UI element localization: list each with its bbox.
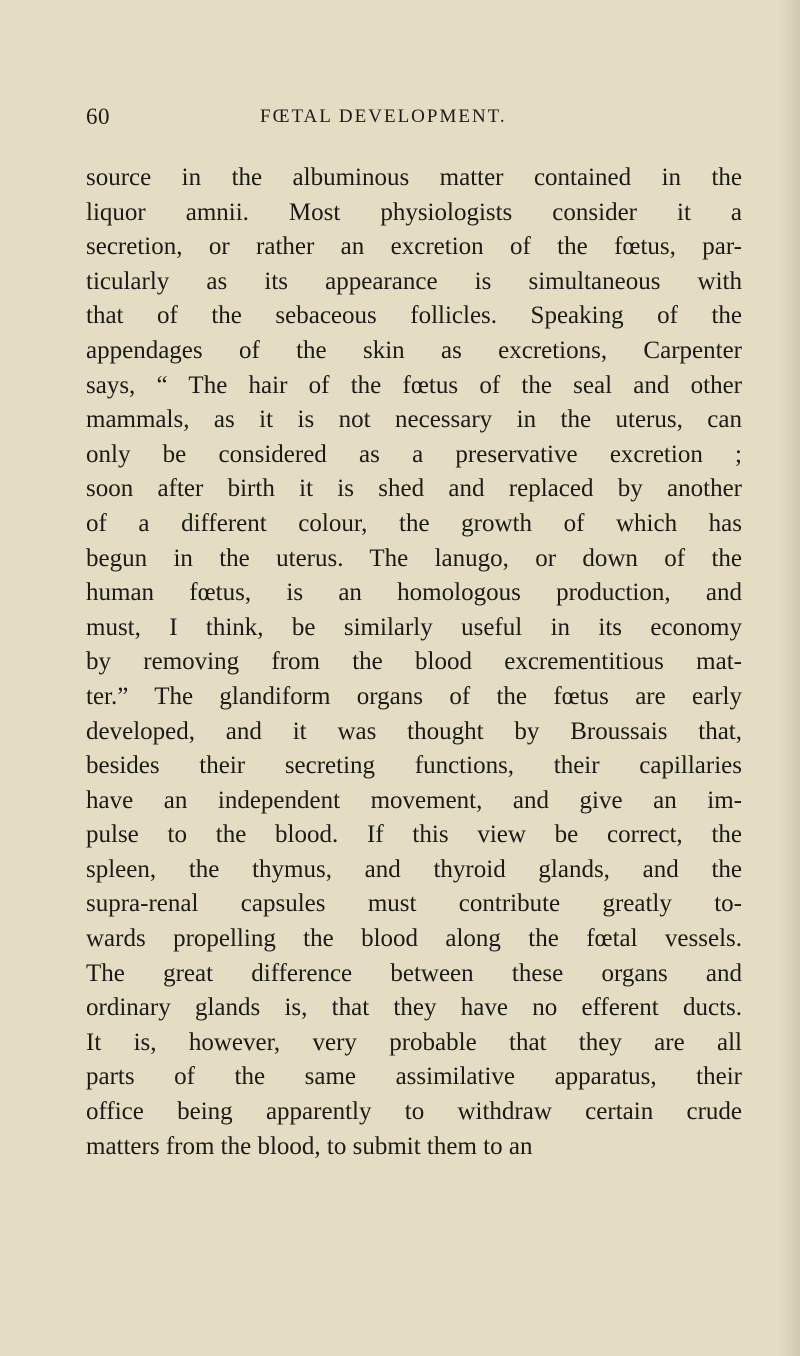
text-line: that of the sebaceous follicles. Speaking of the xyxy=(86,302,742,330)
text-line: by removing from the blood excrementitious mat- xyxy=(86,648,742,676)
running-title: FŒTAL DEVELOPMENT. xyxy=(260,106,507,127)
text-line: parts of the same assimilative apparatus, their xyxy=(86,1063,742,1091)
page-edge-shadow xyxy=(778,0,800,1356)
text-line: besides their secreting functions, their capillaries xyxy=(86,752,742,780)
text-line: The great difference between these organs and xyxy=(86,959,742,987)
text-line: mammals, as it is not necessary in the uterus, can xyxy=(86,406,742,434)
text-line: It is, however, very probable that they are all xyxy=(86,1028,742,1056)
text-line: liquor amnii. Most physiologists consider it a xyxy=(86,198,742,226)
text-line: says, “ The hair of the fœtus of the seal and other xyxy=(86,371,742,399)
text-line: secretion, or rather an excretion of the fœtus, par- xyxy=(86,233,742,261)
text-line: have an independent movement, and give an im- xyxy=(86,786,742,814)
text-line: matters from the blood, to submit them to an xyxy=(86,1132,533,1160)
text-line: begun in the uterus. The lanugo, or down of the xyxy=(86,544,742,572)
text-line: soon after birth it is shed and replaced by another xyxy=(86,475,742,503)
text-line: ticularly as its appearance is simultaneous with xyxy=(86,267,742,295)
text-line: supra-renal capsules must contribute greatly to- xyxy=(86,890,742,918)
page-number: 60 xyxy=(86,104,110,129)
text-line: pulse to the blood. If this view be correct, the xyxy=(86,821,742,849)
text-line: human fœtus, is an homologous production, and xyxy=(86,579,742,607)
text-line: source in the albuminous matter contained in the xyxy=(86,164,742,191)
text-line: ordinary glands is, that they have no efferent ducts. xyxy=(86,994,742,1022)
page-header xyxy=(86,104,726,134)
body-text xyxy=(86,161,742,1164)
text-line: appendages of the skin as excretions, Carpenter xyxy=(86,336,742,364)
text-line: of a different colour, the growth of which has xyxy=(86,509,742,537)
text-line: spleen, the thymus, and thyroid glands, and the xyxy=(86,855,742,883)
text-line: ter.” The glandiform organs of the fœtus are early xyxy=(86,682,742,710)
text-line: wards propelling the blood along the fœtal vessels. xyxy=(86,925,742,953)
text-line: developed, and it was thought by Broussais that, xyxy=(86,717,742,745)
text-line: office being apparently to withdraw certain crude xyxy=(86,1098,742,1126)
text-line: only be considered as a preservative excretion ; xyxy=(86,440,742,468)
text-line: must, I think, be similarly useful in its economy xyxy=(86,613,742,641)
